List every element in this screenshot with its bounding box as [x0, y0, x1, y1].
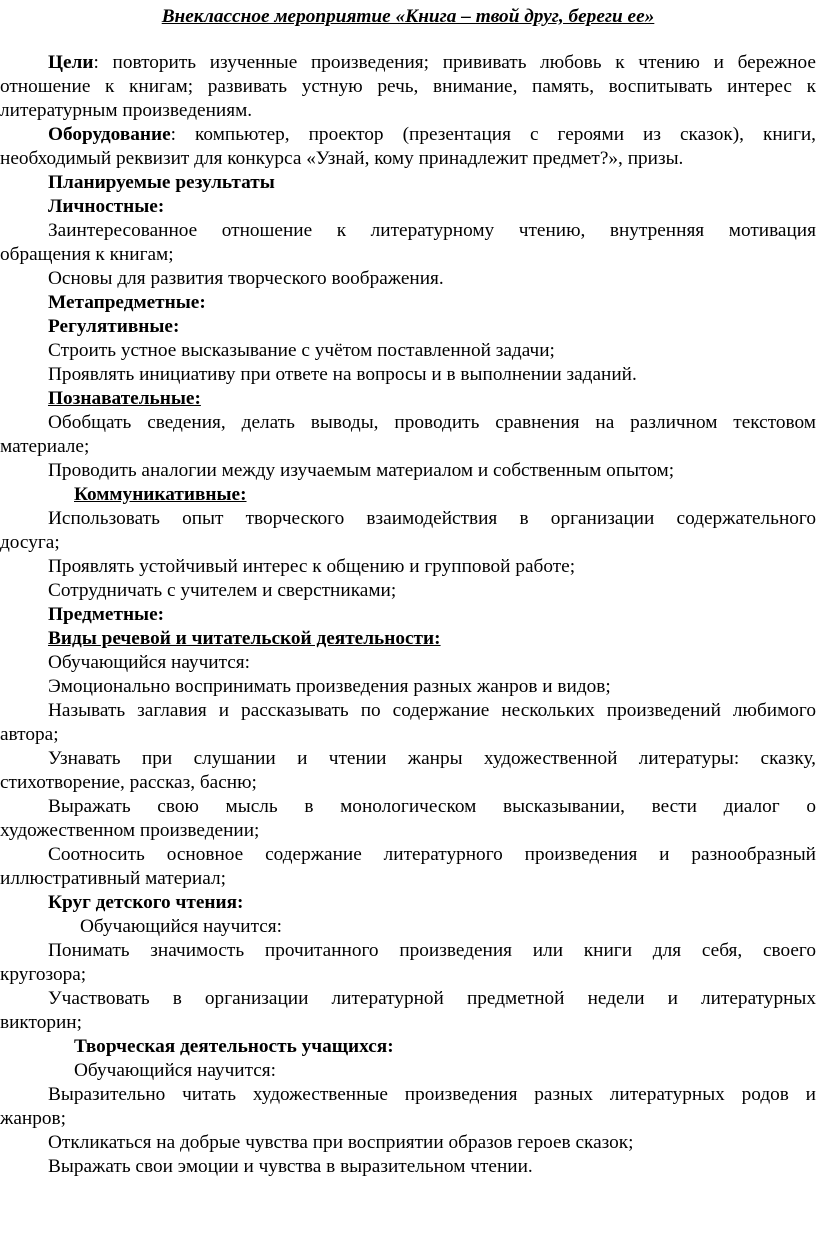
- communicative-item-1-cont: досуга;: [0, 532, 60, 553]
- speech-reading-item-2: Называть заглавия и рассказывать по содержание нескольких произведений любимого: [48, 700, 816, 721]
- creative-heading: Творческая деятельность учащихся:: [74, 1036, 394, 1057]
- cognitive-item-1-cont: материале;: [0, 436, 90, 457]
- creative-item-3: Выражать свои эмоции и чувства в выразительном чтении.: [48, 1156, 533, 1177]
- goals-line: [0, 51, 816, 75]
- communicative-item-1: Использовать опыт творческого взаимодействия в организации содержательного: [48, 508, 816, 529]
- metasubject-heading: Метапредметные:: [48, 292, 206, 313]
- children-reading-learner: Обучающийся научится:: [80, 916, 283, 937]
- speech-reading-heading: Виды речевой и читательской деятельности:: [48, 628, 441, 649]
- communicative-heading: Коммуникативные:: [74, 484, 247, 505]
- cognitive-item-2: Проводить аналогии между изучаемым материалом и собственным опытом;: [48, 460, 675, 481]
- cognitive-item-1: Обобщать сведения, делать выводы, проводить сравнения на различном текстовом: [48, 412, 816, 433]
- subject-heading: Предметные:: [48, 604, 165, 625]
- personal-item-1-cont: обращения к книгам;: [0, 244, 174, 265]
- creative-item-1: Выразительно читать художественные произведения разных литературных родов и: [48, 1084, 816, 1105]
- speech-reading-item-5: Соотносить основное содержание литературного произведения и разнообразный: [48, 844, 816, 865]
- speech-reading-item-5-cont: иллюстративный материал;: [0, 868, 226, 889]
- regulatory-item-2: Проявлять инициативу при ответе на вопросы и в выполнении заданий.: [48, 364, 637, 385]
- goals-text-2: отношение к книгам; развивать устную речь, внимание, память, воспитывать интерес к: [0, 76, 816, 97]
- equipment-text-2: необходимый реквизит для конкурса «Узнай, кому принадлежит предмет?», призы.: [0, 148, 684, 169]
- children-reading-heading: Круг детского чтения:: [48, 892, 244, 913]
- speech-reading-item-4-cont: художественном произведении;: [0, 820, 260, 841]
- children-reading-item-2-cont: викторин;: [0, 1012, 82, 1033]
- speech-reading-item-1: Эмоционально воспринимать произведения разных жанров и видов;: [48, 676, 611, 697]
- planned-results-heading: Планируемые результаты: [48, 172, 275, 193]
- creative-item-2: Откликаться на добрые чувства при восприятии образов героев сказок;: [48, 1132, 634, 1153]
- personal-item-1: Заинтересованное отношение к литературному чтению, внутренняя мотивация: [48, 220, 816, 241]
- regulatory-heading: Регулятивные:: [48, 316, 180, 337]
- personal-item-2: Основы для развития творческого воображения.: [48, 268, 444, 289]
- equipment-line: [0, 123, 816, 147]
- personal-heading: Личностные:: [48, 196, 165, 217]
- communicative-item-3: Сотрудничать с учителем и сверстниками;: [48, 580, 397, 601]
- cognitive-heading: Познавательные:: [48, 388, 201, 409]
- speech-reading-item-4: Выражать свою мысль в монологическом высказывании, вести диалог о: [48, 796, 816, 817]
- regulatory-item-1: Строить устное высказывание с учётом поставленной задачи;: [48, 340, 555, 361]
- goals-text: : повторить изученные произведения; прививать любовь к чтению и бережное: [93, 52, 816, 73]
- speech-reading-item-3-cont: стихотворение, рассказ, басню;: [0, 772, 257, 793]
- equipment-text: : компьютер, проектор (презентация с героями из сказок), книги,: [170, 124, 816, 145]
- document-title: Внеклассное мероприятие «Книга – твой друг, береги ее»: [161, 6, 655, 27]
- creative-learner: Обучающийся научится:: [74, 1060, 277, 1081]
- goals-text-3: литературным произведениям.: [0, 100, 253, 121]
- speech-reading-item-2-cont: автора;: [0, 724, 59, 745]
- children-reading-item-2: Участвовать в организации литературной предметной недели и литературных: [48, 988, 816, 1009]
- speech-reading-learner: Обучающийся научится:: [48, 652, 251, 673]
- children-reading-item-1-cont: кругозора;: [0, 964, 87, 985]
- speech-reading-item-3: Узнавать при слушании и чтении жанры художественной литературы: сказку,: [48, 748, 816, 769]
- children-reading-item-1: Понимать значимость прочитанного произведения или книги для себя, своего: [48, 940, 816, 961]
- goals-label: Цели: [48, 52, 94, 73]
- communicative-item-2: Проявлять устойчивый интерес к общению и групповой работе;: [48, 556, 576, 577]
- equipment-label: Оборудование: [48, 124, 171, 145]
- creative-item-1-cont: жанров;: [0, 1108, 66, 1129]
